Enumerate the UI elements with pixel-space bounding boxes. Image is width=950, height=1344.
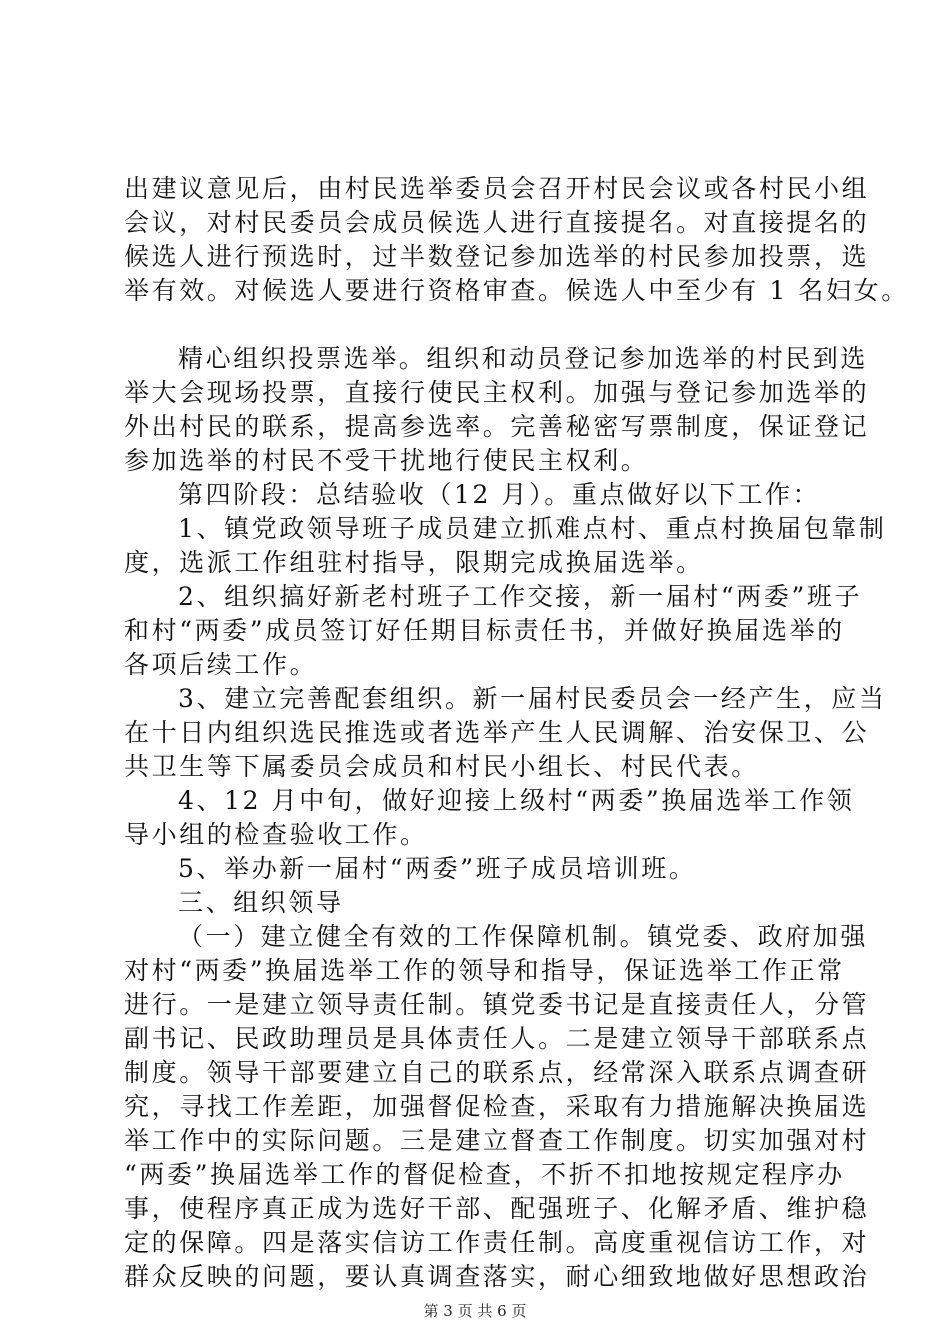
page-footer: 第 3 页 共 6 页 (423, 1302, 527, 1320)
body-line: 对村“两委”换届选举工作的领导和指导，保证选举工作正常 (124, 956, 845, 985)
body-line: 外出村民的联系，提高参选率。完善秘密写票制度，保证登记 (124, 412, 870, 441)
body-line: 4、12 月中旬，做好迎接上级村“两委”换届选举工作领 (178, 786, 855, 815)
section-heading: 三、组织领导 (178, 888, 344, 917)
body-line: 候选人进行预选时，过半数登记参加选举的村民参加投票，选 (124, 242, 870, 271)
body-line: 1、镇党政领导班子成员建立抓难点村、重点村换届包靠制 (178, 514, 887, 543)
body-line: 举工作中的实际问题。三是建立督查工作制度。切实加强对村 (124, 1126, 870, 1155)
body-line: 举大会现场投票，直接行使民主权利。加强与登记参加选举的 (124, 378, 870, 407)
body-line: 5、举办新一届村“两委”班子成员培训班。 (178, 854, 697, 883)
body-line: 2、组织搞好新老村班子工作交接，新一届村“两委”班子 (178, 582, 863, 611)
body-line: 定的保障。四是落实信访工作责任制。高度重视信访工作，对 (124, 1228, 870, 1257)
body-line: 进行。一是建立领导责任制。镇党委书记是直接责任人，分管 (124, 990, 870, 1019)
body-line: 副书记、民政助理员是具体责任人。二是建立领导干部联系点 (124, 1024, 870, 1053)
body-line: 各项后续工作。 (124, 650, 318, 679)
body-line: 出建议意见后，由村民选举委员会召开村民会议或各村民小组 (124, 174, 870, 203)
body-line: 事，使程序真正成为选好干部、配强班子、化解矛盾、维护稳 (124, 1194, 870, 1223)
body-line: 究，寻找工作差距，加强督促检查，采取有力措施解决换届选 (124, 1092, 870, 1121)
body-line: 精心组织投票选举。组织和动员登记参加选举的村民到选 (178, 344, 869, 373)
body-line: （一）建立健全有效的工作保障机制。镇党委、政府加强 (178, 922, 869, 951)
body-line: 度，选派工作组驻村指导，限期完成换届选举。 (124, 548, 704, 577)
body-line: 制度。领导干部要建立自己的联系点，经常深入联系点调查研 (124, 1058, 870, 1087)
body-line: 举有效。对候选人要进行资格审查。候选人中至少有 1 名妇女。 (124, 276, 909, 305)
body-line: 共卫生等下属委员会成员和村民小组长、村民代表。 (124, 752, 759, 781)
body-line: 在十日内组织选民推选或者选举产生人民调解、治安保卫、公 (124, 718, 870, 747)
body-line: 会议，对村民委员会成员候选人进行直接提名。对直接提名的 (124, 208, 870, 237)
body-line: 3、建立完善配套组织。新一届村民委员会一经产生，应当 (178, 684, 887, 713)
body-line: 和村“两委”成员签订好任期目标责任书，并做好换届选举的 (124, 616, 845, 645)
body-line: 导小组的检查验收工作。 (124, 820, 428, 849)
body-line: 群众反映的问题，要认真调查落实，耐心细致地做好思想政治 (124, 1262, 870, 1291)
body-line: 参加选举的村民不受干扰地行使民主权利。 (124, 446, 649, 475)
body-line: “两委”换届选举工作的督促检查，不折不扣地按规定程序办 (124, 1160, 845, 1189)
section-heading: 第四阶段：总结验收（12 月）。重点做好以下工作： (178, 480, 821, 509)
